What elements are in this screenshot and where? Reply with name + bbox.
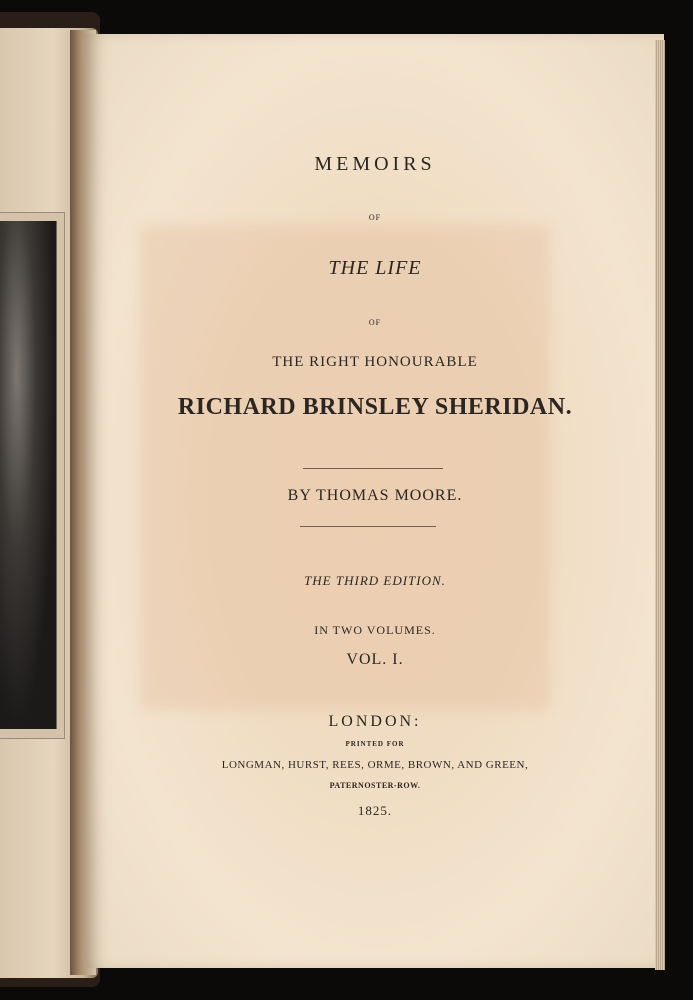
- page-edges: [655, 40, 665, 970]
- publication-year: 1825.: [357, 803, 393, 818]
- divider-rule-top: [303, 468, 443, 469]
- divider-rule-bottom: [300, 526, 436, 527]
- honourable-line: THE RIGHT HONOURABLE: [272, 354, 478, 370]
- edition-line: THE THIRD EDITION.: [304, 573, 446, 588]
- volumes-line: IN TWO VOLUMES.: [314, 623, 436, 637]
- of-text-2: OF: [368, 318, 382, 327]
- imprint-city: LONDON:: [328, 713, 422, 730]
- frontispiece-engraving-frame: [0, 212, 65, 739]
- memoirs-heading: MEMOIRS: [314, 153, 436, 175]
- frontispiece-engraving: [0, 221, 57, 729]
- author-line: BY THOMAS MOORE.: [287, 487, 463, 504]
- of-text-1: OF: [368, 213, 382, 222]
- printed-for-line: PRINTED FOR: [345, 740, 405, 748]
- volume-number: VOL. I.: [346, 651, 404, 668]
- publishers-line: LONGMAN, HURST, REES, ORME, BROWN, AND GREEN,: [221, 759, 529, 771]
- subject-name: RICHARD BRINSLEY SHERIDAN.: [177, 394, 573, 420]
- the-life-heading: THE LIFE: [328, 257, 422, 279]
- publisher-address: PATERNOSTER-ROW.: [329, 781, 421, 790]
